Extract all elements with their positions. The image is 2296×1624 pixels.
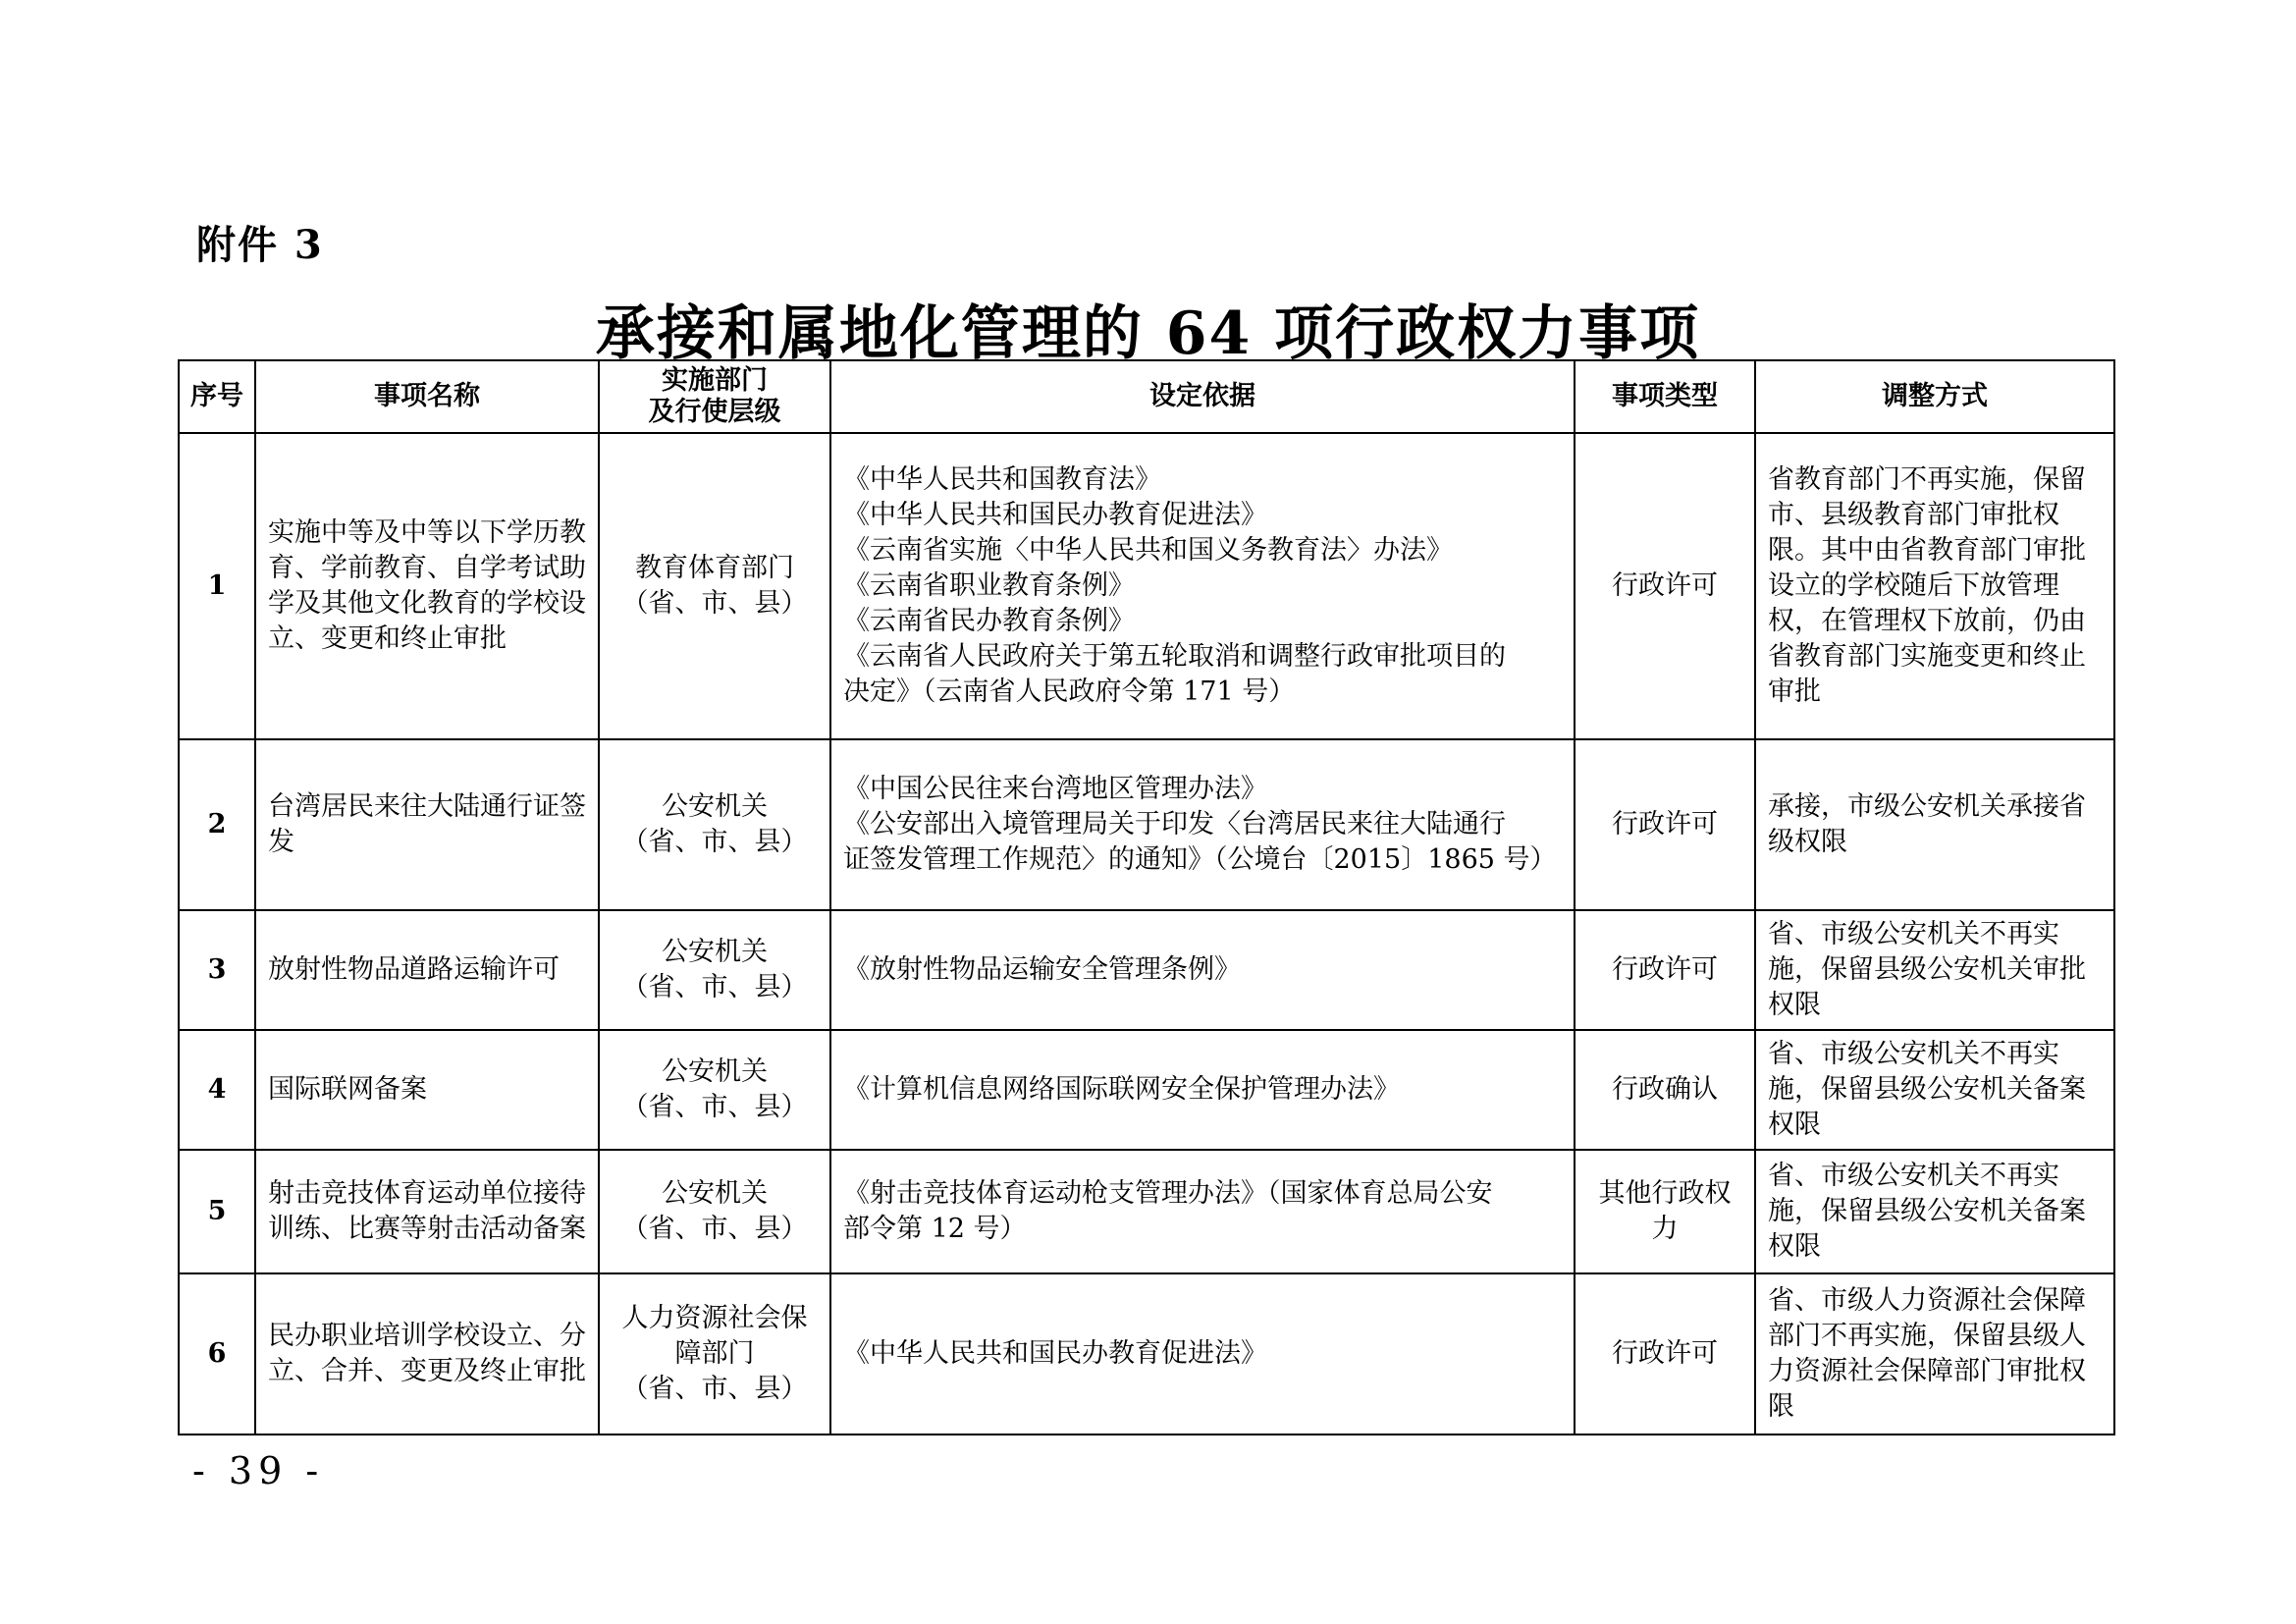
- row-no: 6: [179, 1273, 255, 1435]
- table-row: [179, 433, 2114, 739]
- row-dept: [599, 1273, 830, 1435]
- row-dept-level: （省、市、县）: [621, 1374, 808, 1404]
- basis-line: 《中华人民共和国教育法》: [843, 464, 1161, 495]
- basis-line: 《云南省人民政府关于第五轮取消和调整行政审批项目的: [843, 641, 1506, 672]
- row-adjust: 承接，市级公安机关承接省级权限: [1755, 739, 2114, 910]
- row-dept-level: （省、市、县）: [621, 1214, 808, 1244]
- attachment-label: 附件 3: [196, 222, 324, 268]
- table-header-row: [179, 360, 2114, 433]
- row-no: 2: [179, 739, 255, 910]
- row-dept-unit: 公安机关: [662, 1178, 768, 1209]
- row-name: 台湾居民来往大陆通行证签发: [255, 739, 599, 910]
- row-type: 行政许可: [1575, 739, 1755, 910]
- basis-line: 《云南省职业教育条例》: [843, 570, 1135, 601]
- basis-line: 《中国公民往来台湾地区管理办法》: [843, 774, 1267, 804]
- row-name: 民办职业培训学校设立、分立、合并、变更及终止审批: [255, 1273, 599, 1435]
- row-name: 实施中等及中等以下学历教育、学前教育、自学考试助学及其他文化教育的学校设立、变更和终止审批: [255, 433, 599, 739]
- col-header-type: 事项类型: [1575, 360, 1755, 433]
- basis-line: 《放射性物品运输安全管理条例》: [843, 954, 1241, 985]
- row-adjust: 省教育部门不再实施，保留市、县级教育部门审批权限。其中由省教育部门审批设立的学校随后下放管理权，在管理权下放前，仍由省教育部门实施变更和终止审批: [1755, 433, 2114, 739]
- basis-line: 《中华人民共和国民办教育促进法》: [843, 500, 1267, 530]
- row-basis: [830, 910, 1575, 1030]
- basis-line: 决定》（云南省人民政府令第 171 号）: [843, 677, 1296, 707]
- row-name: 射击竞技体育运动单位接待训练、比赛等射击活动备案: [255, 1150, 599, 1273]
- basis-line: 《公安部出入境管理局关于印发〈台湾居民来往大陆通行: [843, 809, 1506, 839]
- col-header-adjust: 调整方式: [1755, 360, 2114, 433]
- table-row: [179, 739, 2114, 910]
- row-type: 行政确认: [1575, 1030, 1755, 1150]
- row-adjust: 省、市级公安机关不再实施，保留县级公安机关备案权限: [1755, 1030, 2114, 1150]
- basis-line: 《云南省实施〈中华人民共和国义务教育法〉办法》: [843, 535, 1453, 566]
- basis-line: 《云南省民办教育条例》: [843, 606, 1135, 636]
- col-header-dept: [599, 360, 830, 433]
- row-dept: [599, 739, 830, 910]
- row-dept: [599, 910, 830, 1030]
- basis-line: 《射击竞技体育运动枪支管理办法》（国家体育总局公安: [843, 1178, 1493, 1209]
- basis-line: 证签发管理工作规范〉的通知》（公境台〔2015〕1865 号）: [843, 844, 1557, 875]
- row-no: 3: [179, 910, 255, 1030]
- row-adjust: 省、市级人力资源社会保障部门不再实施，保留县级人力资源社会保障部门审批权限: [1755, 1273, 2114, 1435]
- table-row: [179, 910, 2114, 1030]
- row-adjust: 省、市级公安机关不再实施，保留县级公安机关备案权限: [1755, 1150, 2114, 1273]
- row-dept-unit: 人力资源社会保障部门: [621, 1303, 808, 1369]
- col-header-name: 事项名称: [255, 360, 599, 433]
- row-name: 放射性物品道路运输许可: [255, 910, 599, 1030]
- table-row: [179, 1273, 2114, 1435]
- row-dept-level: （省、市、县）: [621, 1092, 808, 1122]
- row-dept-level: （省、市、县）: [621, 827, 808, 857]
- page-number: - 39 -: [192, 1449, 325, 1492]
- col-header-basis: 设定依据: [830, 360, 1575, 433]
- row-basis: [830, 1030, 1575, 1150]
- row-dept-level: （省、市、县）: [621, 972, 808, 1002]
- row-dept-unit: 教育体育部门: [635, 553, 794, 583]
- row-basis: [830, 1273, 1575, 1435]
- basis-line: 《计算机信息网络国际联网安全保护管理办法》: [843, 1074, 1400, 1105]
- table-row: [179, 1150, 2114, 1273]
- matters-table: [178, 359, 2115, 1435]
- basis-line: 部令第 12 号）: [843, 1214, 1027, 1244]
- table-row: [179, 1030, 2114, 1150]
- row-dept: [599, 433, 830, 739]
- row-no: 1: [179, 433, 255, 739]
- row-type: 其他行政权力: [1575, 1150, 1755, 1273]
- col-header-no: 序号: [179, 360, 255, 433]
- basis-line: 《中华人民共和国民办教育促进法》: [843, 1338, 1267, 1369]
- row-adjust: 省、市级公安机关不再实施，保留县级公安机关审批权限: [1755, 910, 2114, 1030]
- row-basis: [830, 739, 1575, 910]
- row-no: 5: [179, 1150, 255, 1273]
- document-title: 承接和属地化管理的 64 项行政权力事项: [595, 299, 1701, 368]
- row-dept-unit: 公安机关: [662, 791, 768, 822]
- row-dept-level: （省、市、县）: [621, 588, 808, 619]
- row-type: 行政许可: [1575, 910, 1755, 1030]
- row-no: 4: [179, 1030, 255, 1150]
- row-type: 行政许可: [1575, 1273, 1755, 1435]
- row-dept: [599, 1150, 830, 1273]
- row-dept: [599, 1030, 830, 1150]
- col-header-dept-line2: 及行使层级: [648, 397, 781, 427]
- row-basis: [830, 1150, 1575, 1273]
- row-name: 国际联网备案: [255, 1030, 599, 1150]
- row-dept-unit: 公安机关: [662, 1056, 768, 1087]
- row-type: 行政许可: [1575, 433, 1755, 739]
- row-dept-unit: 公安机关: [662, 937, 768, 967]
- row-basis: [830, 433, 1575, 739]
- col-header-dept-line1: 实施部门: [662, 365, 768, 396]
